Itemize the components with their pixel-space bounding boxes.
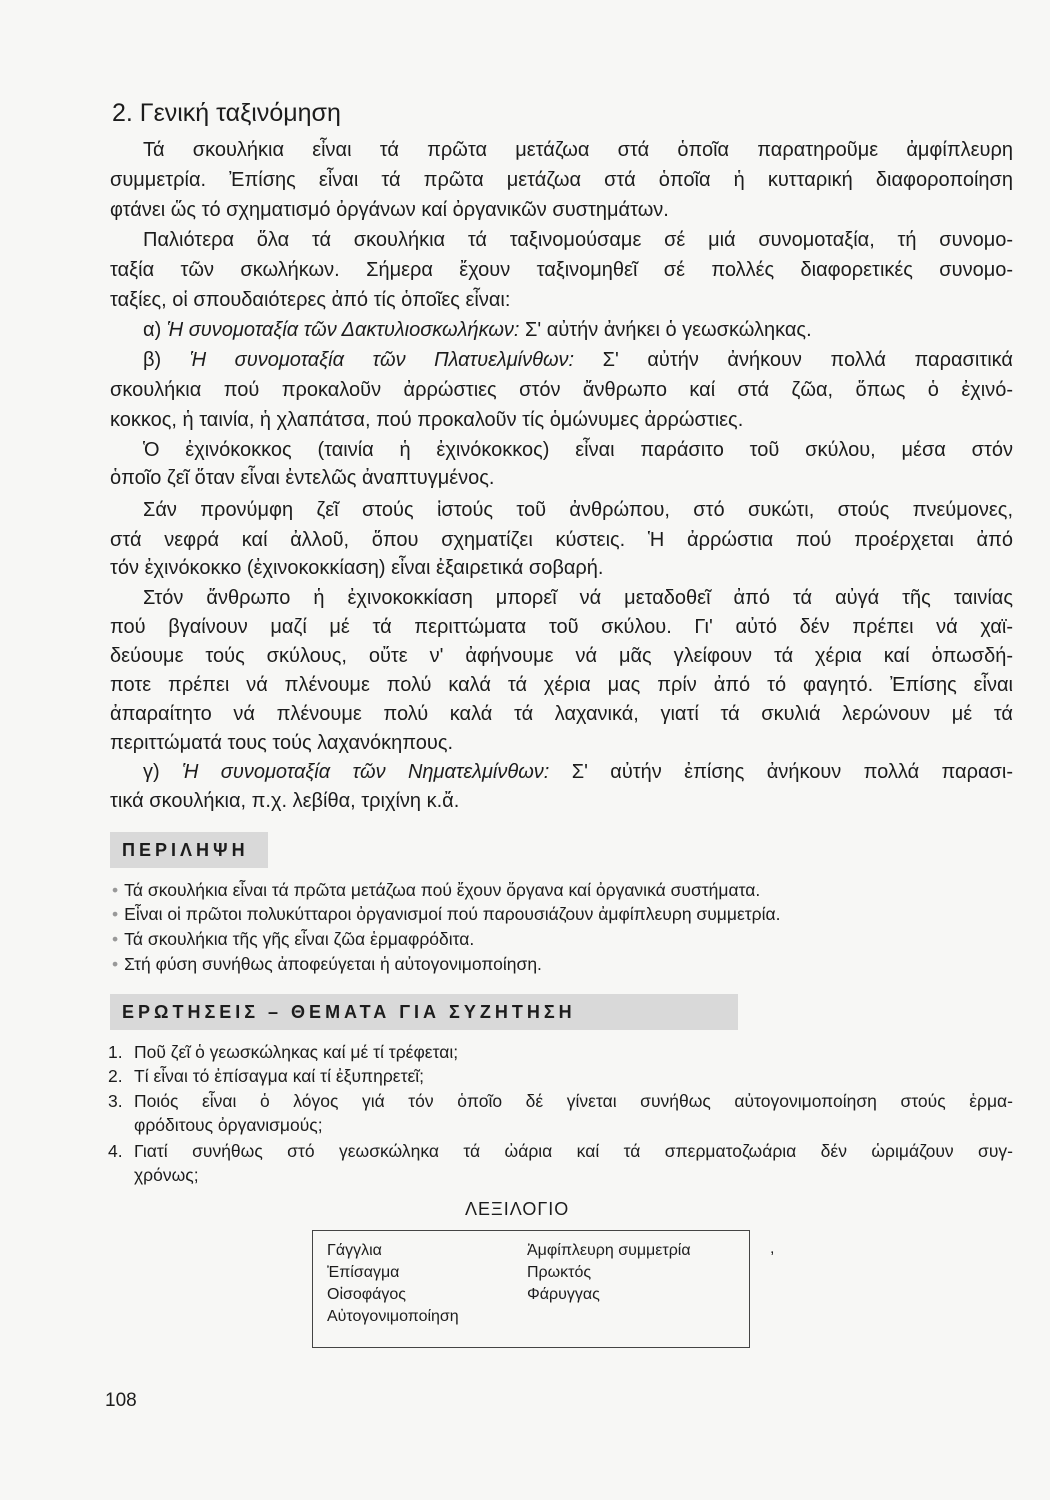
body-line: ταξίες, οἱ σπουδαιότερες ἀπό τίς ὁποῖες εἶναι: (110, 289, 511, 311)
bullet-icon: • (112, 880, 119, 900)
body-line: Παλιότερα ὅλα τά σκουλήκια τά ταξινομούσαμε σέ μιά συνομοταξία, τή συνομο- (143, 229, 1013, 251)
glossary-term: Πρωκτός (527, 1264, 592, 1281)
body-line: φτάνει ὥς τό σχηματισμό ὀργάνων καί ὀργανικῶν συστημάτων. (110, 199, 669, 221)
question-text: Ποιός εἶναι ὁ λόγος γιά τόν ὁποῖο δέ γίνεται συνήθως αὐτογονιμοποίηση στούς ἑρμα- (134, 1091, 1013, 1111)
list-label: α) (143, 319, 167, 341)
summary-text: Στή φύση συνήθως ἀποφεύγεται ἡ αὐτογονιμοποίηση. (124, 954, 542, 974)
body-line: πού βγαίνουν μαζί μέ τά περιττώματα τοῦ σκύλου. Γι' αὐτό δέν πρέπει νά χαϊ- (110, 616, 1013, 638)
summary-text: Τά σκουλήκια εἶναι τά πρῶτα μετάζωα πού ἔχουν ὄργανα καί ὀργανικά συστήματα. (124, 880, 761, 900)
question-item (108, 1140, 1013, 1162)
question-item (108, 1041, 1013, 1063)
phylum-name: Ἡ συνομοταξία τῶν Δακτυλιοσκωλήκων: (166, 319, 520, 341)
body-line: ποτε πρέπει νά πλένουμε πολύ καλά τά χέρια μας πρίν ἀπό τό φαγητό. Ἐπίσης εἶναι (110, 674, 1013, 696)
questions-heading: ΕΡΩΤΗΣΕΙΣ – ΘΕΜΑΤΑ ΓΙΑ ΣΥΖΗΤΗΣΗ (110, 994, 738, 1030)
list-label: γ) (143, 761, 183, 783)
body-line: σκουλήκια πού προκαλοῦν ἀρρώστιες στόν ἄνθρωπο καί στά ζῶα, ὅπως ὁ ἐχινό- (110, 379, 1013, 401)
phylum-name: Ἡ συνομοταξία τῶν Πλατυελμίνθων: (189, 349, 575, 371)
question-number: 4. (108, 1141, 123, 1161)
glossary-term: Ἐπίσαγμα (327, 1264, 400, 1281)
question-continuation: χρόνως; (134, 1165, 199, 1185)
body-line: ὁποῖο ζεῖ ὅταν εἶναι ἐντελῶς ἀναπτυγμένος. (110, 467, 495, 489)
body-line: δεύουμε τούς σκύλους, οὔτε ν' ἀφήνουμε νά μᾶς γλείφουν τά χέρια καί ὁπωσδή- (110, 645, 1013, 667)
question-item (108, 1090, 1013, 1112)
summary-item (112, 903, 781, 925)
question-number: 2. (108, 1066, 123, 1086)
question-number: 1. (108, 1042, 123, 1062)
question-continuation: φρόδιτους ὀργανισμούς; (134, 1115, 323, 1135)
glossary-term: Γάγγλια (327, 1242, 382, 1259)
body-line: περιττώματά τους τούς λαχανόκηπους. (110, 732, 454, 754)
body-line: στά νεφρά καί ἀλλοῦ, ὅπου σχηματίζει κύστεις. Ἡ ἀρρώστια πού προέρχεται ἀπό (110, 529, 1013, 551)
body-line (143, 318, 1013, 342)
summary-heading: ΠΕΡΙΛΗΨΗ (110, 832, 268, 868)
body-line: συμμετρία. Ἐπίσης εἶναι τά πρῶτα μετάζωα στά ὁποῖα ἡ κυτταρική διαφοροποίηση (110, 169, 1013, 191)
body-line: τόν ἐχινόκοκκο (ἐχινοκοκκίαση) εἶναι ἐξαιρετικά σοβαρή. (110, 557, 604, 579)
question-item (108, 1065, 1013, 1087)
body-line: Σάν προνύμφη ζεῖ στούς ἱστούς τοῦ ἀνθρώπου, στό συκώτι, στούς πνεύμονες, (143, 499, 1013, 521)
bullet-icon: • (112, 904, 119, 924)
summary-item (112, 879, 760, 901)
summary-text: Εἶναι οἱ πρῶτοι πολυκύτταροι ὀργανισμοί πού παρουσιάζουν ἀμφίπλευρη συμμετρία. (124, 904, 781, 924)
glossary-term: Ἀμφίπλευρη συμμετρία (527, 1242, 691, 1259)
bullet-icon: • (112, 954, 119, 974)
body-line: Ὁ ἐχινόκοκκος (ταινία ἡ ἐχινόκοκκος) εἶναι παράσιτο τοῦ σκύλου, μέσα στόν (143, 439, 1013, 461)
question-text: Γιατί συνήθως στό γεωσκώληκα τά ὠάρια καί τά σπερματοζωάρια δέν ὡριμάζουν συγ- (134, 1141, 1013, 1161)
question-number: 3. (108, 1091, 123, 1111)
body-line: Τά σκουλήκια εἶναι τά πρῶτα μετάζωα στά ὁποῖα παρατηροῦμε ἀμφίπλευρη (143, 139, 1013, 161)
body-text-span: Σ' αὐτήν ἐπίσης ἀνήκουν πολλά παρασι- (549, 761, 1013, 783)
body-line: ἀπαραίτητο νά πλένουμε πολύ καλά τά λαχανικά, γιατί τά σκυλιά λερώνουν μέ τά (110, 703, 1013, 725)
question-text: Τί εἶναι τό ἐπίσαγμα καί τί ἐξυπηρετεῖ; (134, 1066, 425, 1086)
bullet-icon: • (112, 929, 119, 949)
glossary-title: ΛΕΞΙΛΟΓΙΟ (465, 1199, 570, 1219)
body-line: κοκκος, ἡ ταινία, ἡ χλαπάτσα, πού προκαλοῦν τίς ὁμώνυμες ἀρρώστιες. (110, 409, 744, 431)
body-line: τικά σκουλήκια, π.χ. λεβίθα, τριχίνη κ.ἄ. (110, 790, 460, 812)
page-number: 108 (105, 1390, 137, 1411)
body-text-span: Σ' αὐτήν ἀνήκει ὁ γεωσκώληκας. (519, 319, 812, 341)
glossary-term: Φάρυγγας (527, 1286, 600, 1303)
question-text: Ποῦ ζεῖ ὁ γεωσκώληκας καί μέ τί τρέφεται; (134, 1042, 459, 1062)
glossary-term: Οἰσοφάγος (327, 1286, 407, 1303)
body-text-span: Σ' αὐτήν ἀνήκουν πολλά παρασιτικά (574, 349, 1013, 371)
summary-item (112, 928, 474, 950)
stray-mark: , (770, 1240, 775, 1257)
summary-text: Τά σκουλήκια τῆς γῆς εἶναι ζῶα ἑρμαφρόδιτα. (124, 929, 475, 949)
list-label: β) (143, 349, 190, 371)
phylum-name: Ἡ συνομοταξία τῶν Νηματελμίνθων: (182, 761, 550, 783)
summary-item (112, 953, 542, 975)
body-line (143, 760, 1013, 784)
body-line (143, 348, 1013, 372)
glossary-term: Αὐτογονιμοποίηση (327, 1308, 459, 1325)
section-title: 2. Γενική ταξινόμηση (112, 99, 341, 127)
body-line: Στόν ἄνθρωπο ἡ ἐχινοκοκκίαση μπορεῖ νά μεταδοθεῖ ἀπό τά αὐγά τῆς ταινίας (143, 587, 1013, 609)
body-line: ταξία τῶν σκωλήκων. Σήμερα ἔχουν ταξινομηθεῖ σέ πολλές διαφορετικές συνομο- (110, 259, 1013, 281)
glossary-box (312, 1230, 750, 1348)
